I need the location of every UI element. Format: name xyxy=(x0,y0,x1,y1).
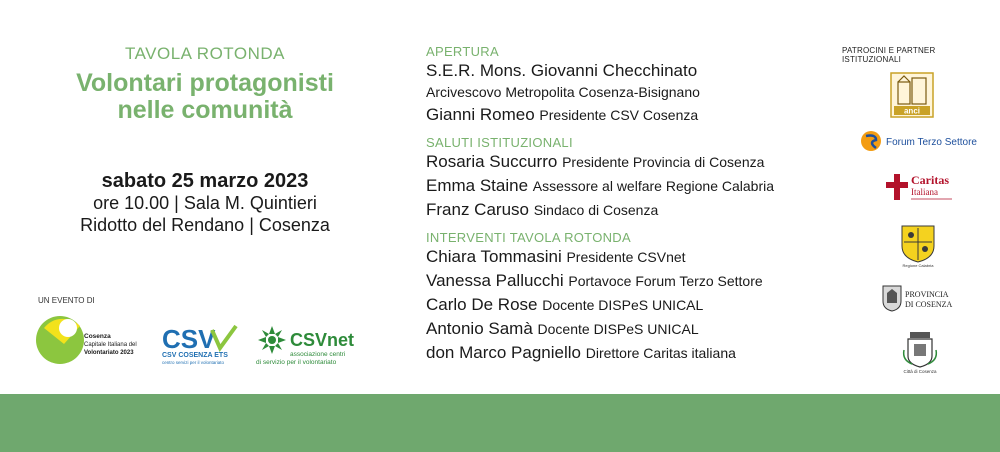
footer-band xyxy=(0,394,1000,452)
event-kicker: TAVOLA ROTONDA xyxy=(124,44,286,63)
speaker-name: Rosaria Succurro xyxy=(426,152,558,171)
csv-mark: CSV xyxy=(162,324,216,354)
speaker-row xyxy=(426,245,846,269)
speaker-row xyxy=(426,269,846,293)
event-time-place: ore 10.00 | Sala M. Quintieri xyxy=(93,193,317,213)
organizer-logos xyxy=(34,314,364,370)
speaker-row xyxy=(426,198,846,222)
speaker-role: Presidente CSV Cosenza xyxy=(539,107,699,123)
speaker-role: Docente DISPeS UNICAL xyxy=(537,321,699,337)
event-title-line-1: Volontari protagonisti xyxy=(76,69,334,97)
speaker-role: Docente DISPeS UNICAL xyxy=(542,297,704,313)
provincia-line-1: PROVINCIA xyxy=(905,290,949,299)
csv-tagline: centro servizi per il volontariato xyxy=(162,360,225,365)
speaker-row xyxy=(426,293,846,317)
section-apertura-heading: APERTURA xyxy=(426,44,499,59)
regione-label: Regione Calabria xyxy=(902,263,934,268)
forum-terzo-settore-logo xyxy=(860,128,978,154)
caritas-logo xyxy=(882,170,954,206)
speaker-name: don Marco Pagniello xyxy=(426,343,581,362)
section-saluti-heading: SALUTI ISTITUZIONALI xyxy=(426,135,573,150)
provincia-cosenza-logo xyxy=(880,283,960,313)
speaker-name: Carlo De Rose xyxy=(426,295,538,314)
regione-calabria-logo xyxy=(898,222,938,268)
cosenza-logo-line-2: Capitale Italiana del xyxy=(84,342,137,348)
speaker-name: Gianni Romeo xyxy=(426,105,535,124)
speaker-name: Antonio Samà xyxy=(426,319,533,338)
speaker-row xyxy=(426,150,846,174)
anci-logo xyxy=(890,72,934,118)
speaker-row xyxy=(426,174,846,198)
csv-cosenza-logo xyxy=(160,322,244,366)
organizers-label: UN EVENTO DI xyxy=(38,296,95,305)
event-title-block xyxy=(40,44,370,124)
event-title xyxy=(40,70,370,124)
csvnet-mark: CSVnet xyxy=(290,330,355,350)
speaker-name: Emma Staine xyxy=(426,176,529,195)
citta-label: Città di Cosenza xyxy=(903,369,937,374)
speaker-role: Portavoce Forum Terzo Settore xyxy=(568,273,763,289)
speaker-row xyxy=(426,59,846,82)
event-title-line-2: nelle comunità xyxy=(117,96,293,124)
program xyxy=(426,44,846,365)
speaker-row xyxy=(426,103,846,127)
event-venue: Ridotto del Rendano | Cosenza xyxy=(80,215,330,235)
event-date: sabato 25 marzo 2023 xyxy=(101,170,309,192)
speaker-role: Sindaco di Cosenza xyxy=(533,202,659,218)
csv-name: CSV COSENZA ETS xyxy=(162,352,228,359)
partners-title: PATROCINI E PARTNER ISTITUZIONALI xyxy=(842,46,936,64)
speaker-row xyxy=(426,341,846,365)
speaker-role: Assessore al welfare Regione Calabria xyxy=(532,178,775,194)
csvnet-line-1: associazione centri xyxy=(290,351,346,358)
speaker-row xyxy=(426,317,846,341)
speaker-name: Franz Caruso xyxy=(426,200,529,219)
cosenza-capitale-logo xyxy=(34,314,152,366)
speaker-role: Presidente CSVnet xyxy=(566,249,686,265)
provincia-line-2: DI COSENZA xyxy=(905,300,953,309)
anci-wordmark: anci xyxy=(903,106,921,116)
section-interventi-heading: INTERVENTI TAVOLA ROTONDA xyxy=(426,230,631,245)
forum-wordmark: Forum Terzo Settore xyxy=(886,137,977,148)
citta-di-cosenza-logo xyxy=(898,330,942,374)
csvnet-logo xyxy=(256,324,366,368)
caritas-sub: Italiana xyxy=(911,187,938,197)
partners-column xyxy=(842,46,982,64)
speaker-role: Direttore Caritas italiana xyxy=(585,345,736,361)
csvnet-line-2: di servizio per il volontariato xyxy=(256,359,337,366)
speaker-name: Chiara Tommasini xyxy=(426,247,562,266)
caritas-wordmark: Caritas xyxy=(911,173,949,187)
speaker-name: Vanessa Pallucchi xyxy=(426,271,564,290)
speaker-role: Presidente Provincia di Cosenza xyxy=(562,154,765,170)
speaker-name: S.E.R. Mons. Giovanni Checchinato xyxy=(426,61,698,80)
speaker-role-row xyxy=(426,82,846,103)
cosenza-logo-line-1: Cosenza xyxy=(84,333,111,340)
cosenza-logo-line-3: Volontariato 2023 xyxy=(84,350,134,356)
speaker-role: Arcivescovo Metropolita Cosenza-Bisignano xyxy=(426,84,700,100)
event-when-block xyxy=(40,170,370,236)
